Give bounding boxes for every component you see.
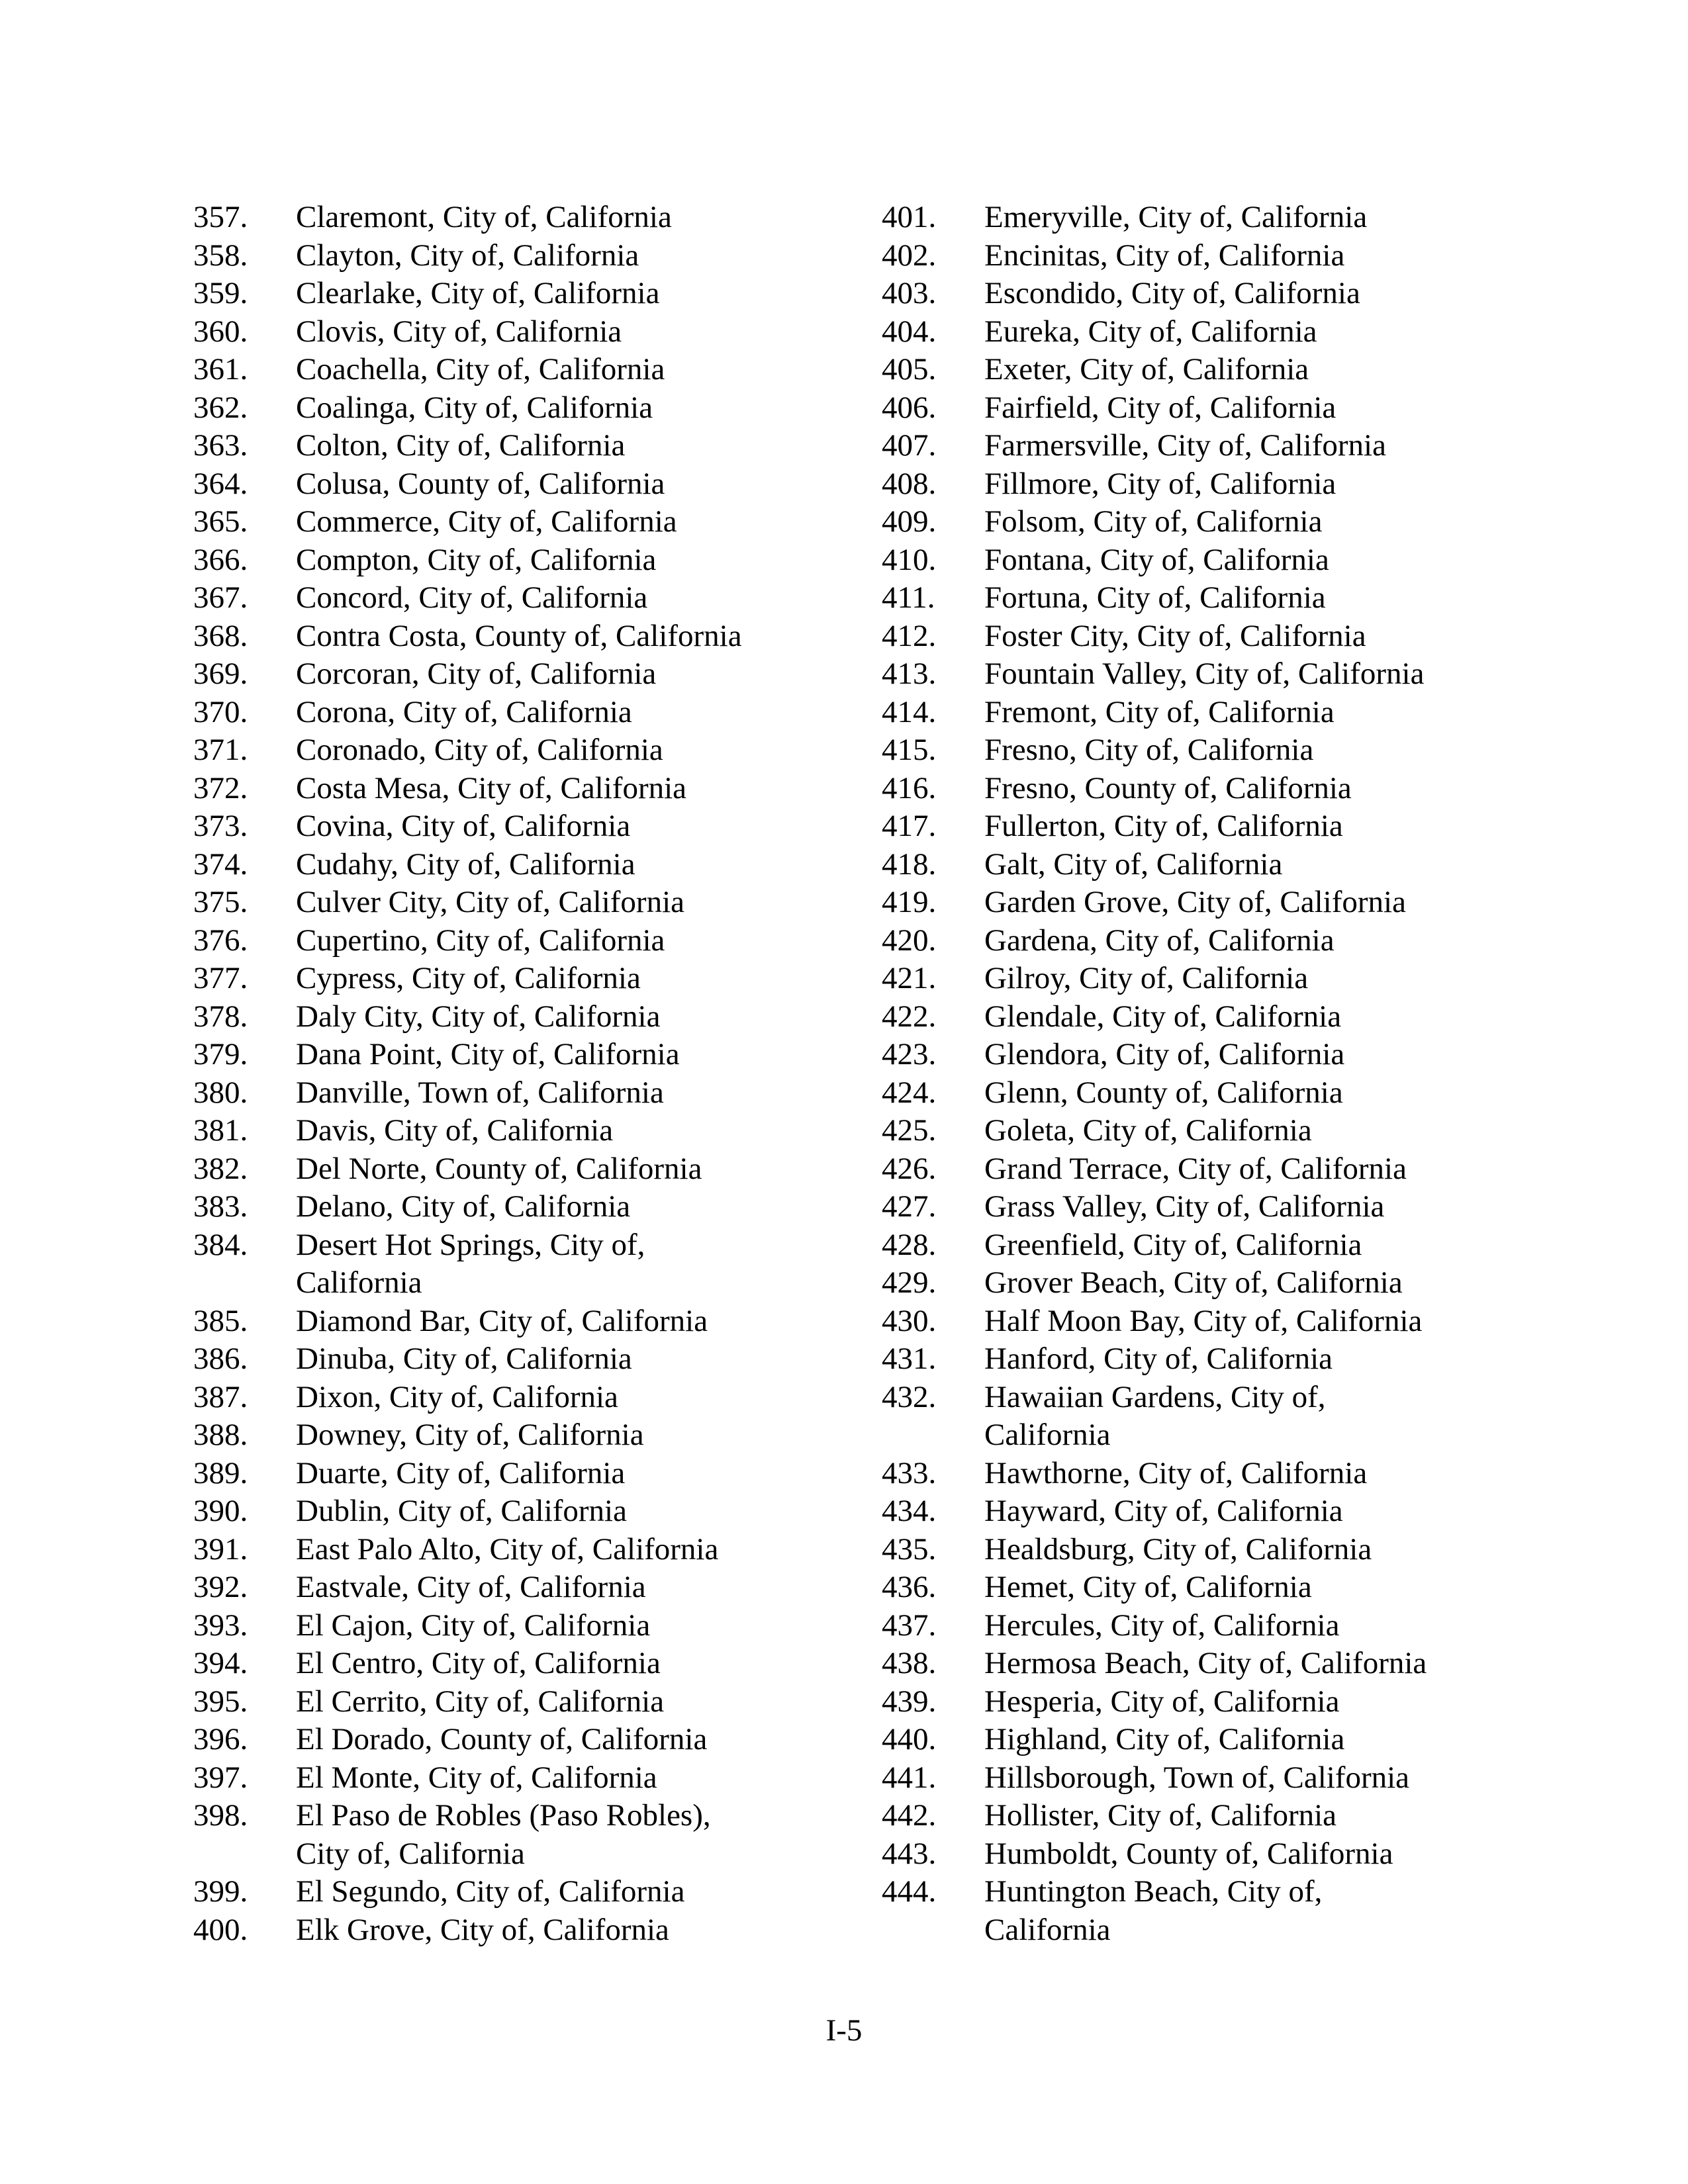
list-item-number: 369. [193,657,248,691]
list-item [193,1607,895,1645]
list-item-name: Fontana, City of, California [984,542,1329,577]
list-item [193,1683,895,1721]
list-item [882,465,1583,504]
list-item-number: 432. [882,1379,937,1414]
list-item-name: Fountain Valley, City of, California [984,657,1425,691]
list-item [193,465,895,504]
list-item-number: 383. [193,1189,248,1224]
list-item-name: Hawaiian Gardens, City of, California [984,1379,1326,1452]
list-item-name: Coronado, City of, California [296,733,663,767]
list-item [882,617,1583,656]
list-item [882,237,1583,275]
list-item-name: East Palo Alto, City of, California [296,1531,719,1567]
list-item [193,807,895,846]
list-item-name: Coachella, City of, California [296,352,665,387]
list-item-number: 400. [193,1912,248,1947]
list-item [882,770,1583,808]
list-item [882,1226,1583,1265]
list-item-number: 388. [193,1418,248,1452]
list-item [882,694,1583,732]
list-item [193,1226,895,1302]
list-item-name: Glendale, City of, California [984,999,1342,1034]
list-item-name: Highland, City of, California [984,1722,1345,1756]
list-item-name: Cypress, City of, California [296,961,641,995]
list-item-name: Fortuna, City of, California [984,580,1326,615]
list-item-number: 404. [882,314,937,349]
list-item-number: 415. [882,733,937,767]
list-item-name: Eureka, City of, California [984,314,1317,349]
list-item-number: 412. [882,618,937,653]
list-item [193,579,895,617]
list-item [882,579,1583,617]
left-column-list [193,199,895,1949]
list-item [193,1492,895,1531]
list-item [193,313,895,351]
list-item-number: 377. [193,961,248,995]
list-item [882,1759,1583,1797]
list-item-name: Cudahy, City of, California [296,846,635,882]
list-item-number: 419. [882,885,937,919]
list-item [193,1379,895,1417]
list-item-name: Desert Hot Springs, City of, California [296,1227,645,1300]
list-item-number: 373. [193,809,248,843]
list-item-number: 382. [193,1151,248,1186]
list-item-name: Healdsburg, City of, California [984,1531,1372,1567]
list-item-number: 359. [193,276,248,310]
list-item [193,1721,895,1759]
list-item-number: 427. [882,1189,937,1224]
list-item [882,389,1583,428]
list-item [193,351,895,389]
list-item [193,884,895,922]
list-item-name: Danville, Town of, California [296,1075,664,1110]
list-item-name: Covina, City of, California [296,809,631,843]
list-item [193,770,895,808]
list-item-number: 380. [193,1075,248,1110]
list-item [193,199,895,237]
list-item-number: 368. [193,618,248,653]
list-item-number: 435. [882,1531,937,1567]
list-item-name: Fillmore, City of, California [984,466,1336,501]
list-item-number: 424. [882,1075,937,1110]
list-item-number: 414. [882,694,937,729]
list-item-number: 411. [882,580,935,615]
list-item [882,1797,1583,1835]
list-item-name: Half Moon Bay, City of, California [984,1303,1423,1338]
list-item [193,1455,895,1493]
list-item-number: 430. [882,1303,937,1338]
list-item-name: Gilroy, City of, California [984,961,1309,995]
list-item [193,1531,895,1569]
list-item-name: Gardena, City of, California [984,923,1335,958]
list-item [882,1074,1583,1113]
list-item-name: Grand Terrace, City of, California [984,1151,1407,1186]
list-item-name: Hermosa Beach, City of, California [984,1646,1427,1680]
list-item-number: 396. [193,1722,248,1756]
list-item-number: 374. [193,846,248,882]
list-item-name: Exeter, City of, California [984,352,1309,387]
list-item [882,731,1583,770]
list-item-name: Fullerton, City of, California [984,809,1343,843]
list-item-number: 439. [882,1684,937,1719]
list-item-number: 367. [193,580,248,615]
list-item [193,1150,895,1189]
list-item-name: Commerce, City of, California [296,504,677,539]
list-item-name: Hanford, City of, California [984,1342,1333,1376]
list-item-name: Claremont, City of, California [296,200,672,234]
list-item-number: 408. [882,466,937,501]
list-item-number: 441. [882,1760,937,1795]
list-item-name: Glendora, City of, California [984,1037,1345,1071]
list-item-number: 437. [882,1608,937,1643]
list-item [193,998,895,1036]
list-item-name: Foster City, City of, California [984,618,1366,653]
list-item [882,1721,1583,1759]
list-item-name: Corona, City of, California [296,694,632,729]
list-item-number: 429. [882,1265,937,1300]
list-item-number: 401. [882,200,937,234]
list-item [882,503,1583,541]
list-item-number: 357. [193,200,248,234]
list-item-number: 417. [882,809,937,843]
list-item-name: Hawthorne, City of, California [984,1455,1368,1490]
list-item [193,1797,895,1873]
list-item [882,1569,1583,1607]
list-item-number: 375. [193,885,248,919]
list-item-name: Concord, City of, California [296,580,648,615]
list-item [882,922,1583,960]
list-item [193,617,895,656]
list-item [882,1683,1583,1721]
list-item-number: 425. [882,1113,937,1148]
list-item [193,1074,895,1113]
list-item-number: 387. [193,1379,248,1414]
list-item-name: Diamond Bar, City of, California [296,1303,708,1338]
list-item-name: Culver City, City of, California [296,885,684,919]
list-item-name: El Centro, City of, California [296,1646,661,1680]
list-item-name: Delano, City of, California [296,1189,631,1224]
list-item-name: Fairfield, City of, California [984,390,1336,425]
list-item-number: 399. [193,1874,248,1909]
list-item [882,427,1583,465]
list-item [882,884,1583,922]
list-item-number: 398. [193,1798,248,1833]
list-item [882,1379,1583,1455]
list-item-number: 434. [882,1494,937,1528]
list-item-number: 407. [882,428,937,463]
list-item-number: 360. [193,314,248,349]
list-item-number: 409. [882,504,937,539]
list-item-name: Compton, City of, California [296,542,657,577]
list-item [193,1569,895,1607]
list-item-name: Fresno, City of, California [984,733,1314,767]
list-item-number: 444. [882,1874,937,1909]
list-item-name: Clearlake, City of, California [296,276,660,310]
list-item [193,731,895,770]
list-item [193,1416,895,1455]
list-item-number: 393. [193,1608,248,1643]
list-item-number: 413. [882,657,937,691]
list-item-name: Clovis, City of, California [296,314,622,349]
list-item [193,960,895,998]
list-item [882,1150,1583,1189]
page-number: I-5 [825,2013,863,2048]
list-item-number: 403. [882,276,937,310]
list-item [882,1264,1583,1302]
list-item [193,541,895,580]
list-item-name: Farmersville, City of, California [984,428,1386,463]
list-item-number: 378. [193,999,248,1034]
list-item-name: Duarte, City of, California [296,1455,626,1490]
list-item [882,807,1583,846]
list-item-name: El Monte, City of, California [296,1760,657,1795]
list-item-name: Hesperia, City of, California [984,1684,1340,1719]
list-item [193,1340,895,1379]
list-item-name: Daly City, City of, California [296,999,661,1034]
list-item-number: 416. [882,770,937,805]
list-item [193,1759,895,1797]
list-item-number: 366. [193,542,248,577]
list-item-number: 361. [193,352,248,387]
list-item-number: 418. [882,846,937,882]
list-item-name: Folsom, City of, California [984,504,1323,539]
list-item-number: 442. [882,1798,937,1833]
list-item [193,922,895,960]
list-item-number: 394. [193,1646,248,1680]
list-item-number: 379. [193,1037,248,1071]
list-item [882,1455,1583,1493]
list-item-number: 406. [882,390,937,425]
list-item-name: Hercules, City of, California [984,1608,1340,1643]
list-item-number: 436. [882,1570,937,1604]
list-item [193,237,895,275]
list-item-name: Greenfield, City of, California [984,1227,1362,1262]
list-item-name: Dixon, City of, California [296,1379,618,1414]
list-item-number: 386. [193,1342,248,1376]
list-item-number: 440. [882,1722,937,1756]
list-item-number: 371. [193,733,248,767]
list-item-number: 431. [882,1342,937,1376]
list-item [193,694,895,732]
list-item-number: 433. [882,1455,937,1490]
list-item [882,541,1583,580]
list-item [882,199,1583,237]
list-item [193,275,895,313]
list-item-name: Dana Point, City of, California [296,1037,680,1071]
list-item-number: 426. [882,1151,937,1186]
list-item-name: El Paso de Robles (Paso Robles), City of, California [296,1798,711,1871]
list-item [882,1492,1583,1531]
right-column-list [882,199,1583,1949]
list-item-name: Clayton, City of, California [296,238,639,273]
list-item-name: Colusa, County of, California [296,466,665,501]
list-item [193,389,895,428]
list-item-name: Hillsborough, Town of, California [984,1760,1410,1795]
list-item [193,655,895,694]
list-item-name: El Cajon, City of, California [296,1608,651,1643]
list-item-name: Dinuba, City of, California [296,1342,632,1376]
list-item-name: Cupertino, City of, California [296,923,665,958]
list-item-name: Corcoran, City of, California [296,657,657,691]
list-item-number: 428. [882,1227,937,1262]
list-item [193,1645,895,1683]
list-item-number: 421. [882,961,937,995]
list-item-number: 443. [882,1836,937,1871]
list-item-name: Hollister, City of, California [984,1798,1337,1833]
list-item [882,1188,1583,1226]
list-item-number: 358. [193,238,248,273]
list-item-number: 438. [882,1646,937,1680]
list-item [193,846,895,884]
list-item-number: 370. [193,694,248,729]
list-item-name: Goleta, City of, California [984,1113,1312,1148]
list-item [882,1340,1583,1379]
list-item-number: 365. [193,504,248,539]
list-item [193,1911,895,1950]
list-item-number: 381. [193,1113,248,1148]
list-item-name: Fresno, County of, California [984,770,1352,805]
list-item [882,275,1583,313]
list-item [882,1036,1583,1074]
list-item-number: 392. [193,1570,248,1604]
list-item [882,846,1583,884]
list-item [882,313,1583,351]
list-item-number: 385. [193,1303,248,1338]
list-item [193,1873,895,1911]
list-item [882,1302,1583,1341]
list-item-name: Elk Grove, City of, California [296,1912,669,1947]
list-item [193,1188,895,1226]
list-item-number: 390. [193,1494,248,1528]
list-item-name: Galt, City of, California [984,846,1283,882]
list-item-name: Grass Valley, City of, California [984,1189,1385,1224]
list-item-name: Fremont, City of, California [984,694,1335,729]
list-item-number: 384. [193,1227,248,1262]
list-item-number: 391. [193,1531,248,1567]
list-item [193,427,895,465]
list-item-name: Garden Grove, City of, California [984,885,1406,919]
list-item-name: Downey, City of, California [296,1418,644,1452]
list-item-name: El Dorado, County of, California [296,1722,708,1756]
list-item [882,1645,1583,1683]
list-item-number: 397. [193,1760,248,1795]
list-item-name: Dublin, City of, California [296,1494,627,1528]
list-item-number: 422. [882,999,937,1034]
list-item-name: Encinitas, City of, California [984,238,1345,273]
list-item-name: Humboldt, County of, California [984,1836,1393,1871]
list-item-number: 364. [193,466,248,501]
list-item [193,503,895,541]
list-item [882,1607,1583,1645]
list-item-name: Escondido, City of, California [984,276,1360,310]
list-item [193,1302,895,1341]
list-item-number: 410. [882,542,937,577]
list-item-number: 402. [882,238,937,273]
list-item [882,1835,1583,1874]
list-item [882,1873,1583,1949]
list-item [882,351,1583,389]
list-item-number: 405. [882,352,937,387]
list-item-name: Grover Beach, City of, California [984,1265,1403,1300]
list-item [882,655,1583,694]
list-item-number: 362. [193,390,248,425]
list-item-number: 376. [193,923,248,958]
list-item-name: Coalinga, City of, California [296,390,653,425]
list-item-name: Hayward, City of, California [984,1494,1343,1528]
list-item-name: Eastvale, City of, California [296,1570,646,1604]
list-item-name: El Segundo, City of, California [296,1874,685,1909]
list-item-name: Huntington Beach, City of, California [984,1874,1323,1947]
list-item-number: 363. [193,428,248,463]
list-item [193,1036,895,1074]
list-item-number: 372. [193,770,248,805]
list-item [882,998,1583,1036]
list-item-name: Emeryville, City of, California [984,200,1368,234]
list-item-number: 423. [882,1037,937,1071]
list-item [882,960,1583,998]
list-item-name: El Cerrito, City of, California [296,1684,665,1719]
list-item [193,1112,895,1150]
list-item-name: Hemet, City of, California [984,1570,1312,1604]
list-item-name: Del Norte, County of, California [296,1151,702,1186]
list-item-name: Costa Mesa, City of, California [296,770,687,805]
list-item-number: 420. [882,923,937,958]
list-item [882,1531,1583,1569]
list-item-name: Davis, City of, California [296,1113,614,1148]
list-item-name: Contra Costa, County of, California [296,618,742,653]
list-item-name: Glenn, County of, California [984,1075,1343,1110]
list-item-number: 395. [193,1684,248,1719]
list-item-number: 389. [193,1455,248,1490]
list-item-name: Colton, City of, California [296,428,626,463]
list-item [882,1112,1583,1150]
